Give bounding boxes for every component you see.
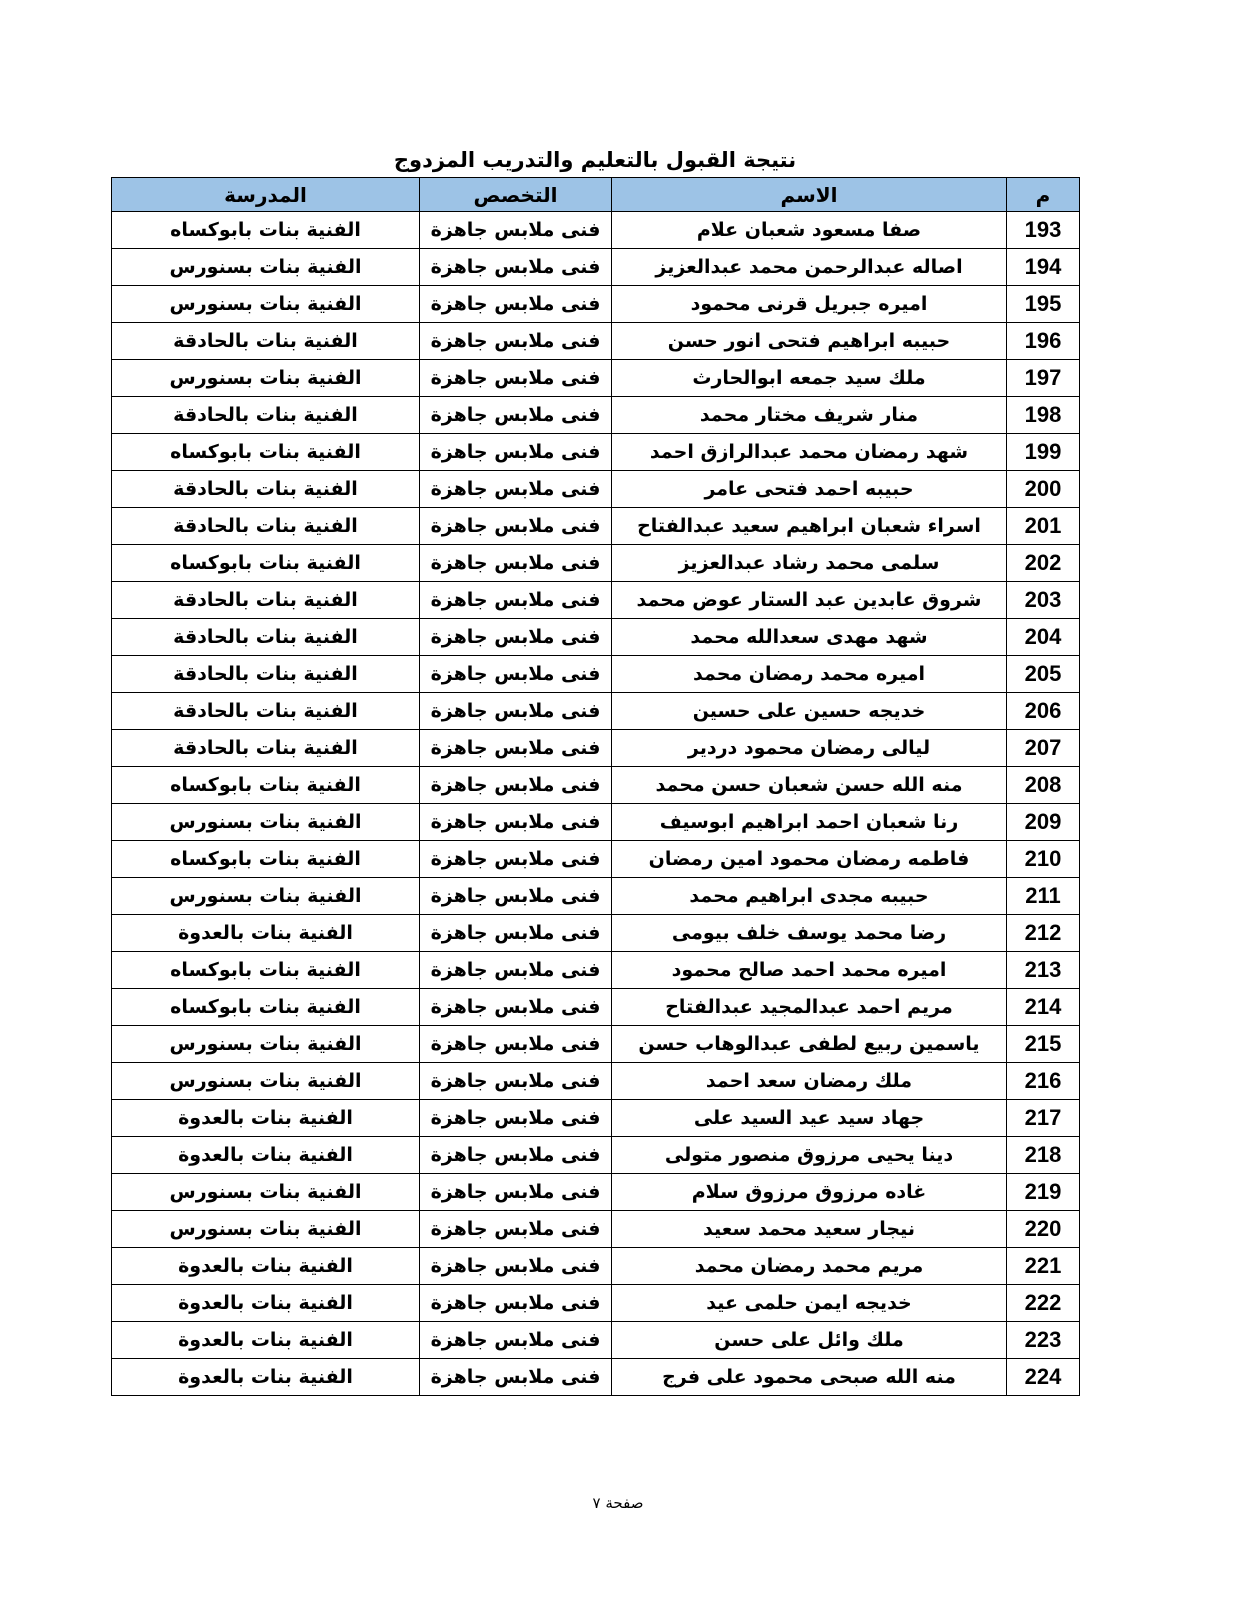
specialization-cell: فنى ملابس جاهزة [420, 508, 612, 545]
row-number-cell: 196 [1007, 323, 1080, 360]
specialization-cell: فنى ملابس جاهزة [420, 212, 612, 249]
row-number-cell: 207 [1007, 730, 1080, 767]
column-header-name: الاسم [612, 178, 1007, 212]
row-number-cell: 220 [1007, 1211, 1080, 1248]
column-header-school: المدرسة [112, 178, 420, 212]
specialization-cell: فنى ملابس جاهزة [420, 471, 612, 508]
student-name-cell: ملك سيد جمعه ابوالحارث [612, 360, 1007, 397]
table-row [112, 397, 1080, 434]
student-name-cell: دينا يحيى مرزوق منصور متولى [612, 1137, 1007, 1174]
school-name-cell: الفنية بنات بالحادقة [112, 508, 420, 545]
table-body [112, 212, 1080, 1396]
row-number-cell: 223 [1007, 1322, 1080, 1359]
row-number-cell: 210 [1007, 841, 1080, 878]
specialization-cell: فنى ملابس جاهزة [420, 693, 612, 730]
row-number-cell: 205 [1007, 656, 1080, 693]
table-row [112, 1174, 1080, 1211]
document-title: نتيجة القبول بالتعليم والتدريب المزدوج [393, 148, 797, 172]
table-row [112, 360, 1080, 397]
school-name-cell: الفنية بنات بالحادقة [112, 730, 420, 767]
table-row [112, 619, 1080, 656]
specialization-cell: فنى ملابس جاهزة [420, 360, 612, 397]
student-name-cell: اميره محمد احمد صالح محمود [612, 952, 1007, 989]
student-name-cell: حبيبه احمد فتحى عامر [612, 471, 1007, 508]
row-number-cell: 193 [1007, 212, 1080, 249]
row-number-cell: 215 [1007, 1026, 1080, 1063]
table-row [112, 1063, 1080, 1100]
student-name-cell: اصاله عبدالرحمن محمد عبدالعزيز [612, 249, 1007, 286]
student-name-cell: ليالى رمضان محمود دردير [612, 730, 1007, 767]
school-name-cell: الفنية بنات بابوكساه [112, 841, 420, 878]
school-name-cell: الفنية بنات بسنورس [112, 286, 420, 323]
school-name-cell: الفنية بنات بسنورس [112, 804, 420, 841]
student-name-cell: شهد مهدى سعدالله محمد [612, 619, 1007, 656]
school-name-cell: الفنية بنات بسنورس [112, 1026, 420, 1063]
student-name-cell: مريم محمد رمضان محمد [612, 1248, 1007, 1285]
table-row [112, 286, 1080, 323]
student-name-cell: رضا محمد يوسف خلف بيومى [612, 915, 1007, 952]
specialization-cell: فنى ملابس جاهزة [420, 1026, 612, 1063]
specialization-cell: فنى ملابس جاهزة [420, 1359, 612, 1396]
row-number-cell: 201 [1007, 508, 1080, 545]
row-number-cell: 218 [1007, 1137, 1080, 1174]
school-name-cell: الفنية بنات بسنورس [112, 878, 420, 915]
student-name-cell: نيجار سعيد محمد سعيد [612, 1211, 1007, 1248]
student-name-cell: اميره جبريل قرنى محمود [612, 286, 1007, 323]
column-header-number: م [1007, 178, 1080, 212]
table-row [112, 212, 1080, 249]
row-number-cell: 216 [1007, 1063, 1080, 1100]
row-number-cell: 213 [1007, 952, 1080, 989]
table-row [112, 249, 1080, 286]
row-number-cell: 208 [1007, 767, 1080, 804]
row-number-cell: 214 [1007, 989, 1080, 1026]
specialization-cell: فنى ملابس جاهزة [420, 249, 612, 286]
row-number-cell: 209 [1007, 804, 1080, 841]
specialization-cell: فنى ملابس جاهزة [420, 434, 612, 471]
table-row [112, 915, 1080, 952]
student-name-cell: ملك وائل على حسن [612, 1322, 1007, 1359]
table-row [112, 1285, 1080, 1322]
student-name-cell: مريم احمد عبدالمجيد عبدالفتاح [612, 989, 1007, 1026]
table-row [112, 1248, 1080, 1285]
specialization-cell: فنى ملابس جاهزة [420, 286, 612, 323]
specialization-cell: فنى ملابس جاهزة [420, 1211, 612, 1248]
school-name-cell: الفنية بنات بالحادقة [112, 693, 420, 730]
table-row [112, 656, 1080, 693]
table-row [112, 508, 1080, 545]
table-row [112, 804, 1080, 841]
specialization-cell: فنى ملابس جاهزة [420, 1248, 612, 1285]
table-row [112, 1026, 1080, 1063]
specialization-cell: فنى ملابس جاهزة [420, 841, 612, 878]
admission-results-table [111, 177, 1080, 1396]
school-name-cell: الفنية بنات بسنورس [112, 1211, 420, 1248]
school-name-cell: الفنية بنات بالحادقة [112, 619, 420, 656]
student-name-cell: خديجه حسين على حسين [612, 693, 1007, 730]
student-name-cell: فاطمه رمضان محمود امين رمضان [612, 841, 1007, 878]
row-number-cell: 203 [1007, 582, 1080, 619]
specialization-cell: فنى ملابس جاهزة [420, 545, 612, 582]
table-row [112, 952, 1080, 989]
table-row [112, 767, 1080, 804]
specialization-cell: فنى ملابس جاهزة [420, 397, 612, 434]
student-name-cell: ياسمين ربيع لطفى عبدالوهاب حسن [612, 1026, 1007, 1063]
student-name-cell: منه الله حسن شعبان حسن محمد [612, 767, 1007, 804]
school-name-cell: الفنية بنات بابوكساه [112, 989, 420, 1026]
specialization-cell: فنى ملابس جاهزة [420, 323, 612, 360]
school-name-cell: الفنية بنات بسنورس [112, 360, 420, 397]
row-number-cell: 212 [1007, 915, 1080, 952]
school-name-cell: الفنية بنات بالعدوة [112, 1248, 420, 1285]
school-name-cell: الفنية بنات بسنورس [112, 1063, 420, 1100]
school-name-cell: الفنية بنات بالحادقة [112, 582, 420, 619]
row-number-cell: 199 [1007, 434, 1080, 471]
row-number-cell: 217 [1007, 1100, 1080, 1137]
table-row [112, 434, 1080, 471]
student-name-cell: رنا شعبان احمد ابراهيم ابوسيف [612, 804, 1007, 841]
student-name-cell: اسراء شعبان ابراهيم سعيد عبدالفتاح [612, 508, 1007, 545]
school-name-cell: الفنية بنات بابوكساه [112, 952, 420, 989]
student-name-cell: سلمى محمد رشاد عبدالعزيز [612, 545, 1007, 582]
student-name-cell: شروق عابدين عبد الستار عوض محمد [612, 582, 1007, 619]
specialization-cell: فنى ملابس جاهزة [420, 804, 612, 841]
student-name-cell: غاده مرزوق مرزوق سلام [612, 1174, 1007, 1211]
table-row [112, 841, 1080, 878]
school-name-cell: الفنية بنات بابوكساه [112, 212, 420, 249]
page-number: صفحة ٧ [592, 1494, 644, 1512]
school-name-cell: الفنية بنات بالحادقة [112, 397, 420, 434]
specialization-cell: فنى ملابس جاهزة [420, 915, 612, 952]
student-name-cell: خديجه ايمن حلمى عيد [612, 1285, 1007, 1322]
table-row [112, 878, 1080, 915]
table-row [112, 989, 1080, 1026]
row-number-cell: 195 [1007, 286, 1080, 323]
column-header-specialization: التخصص [420, 178, 612, 212]
specialization-cell: فنى ملابس جاهزة [420, 1137, 612, 1174]
school-name-cell: الفنية بنات بسنورس [112, 1174, 420, 1211]
table-row [112, 1359, 1080, 1396]
school-name-cell: الفنية بنات بابوكساه [112, 434, 420, 471]
table-row [112, 1322, 1080, 1359]
student-name-cell: منار شريف مختار محمد [612, 397, 1007, 434]
row-number-cell: 211 [1007, 878, 1080, 915]
row-number-cell: 200 [1007, 471, 1080, 508]
specialization-cell: فنى ملابس جاهزة [420, 989, 612, 1026]
student-name-cell: حبيبه ابراهيم فتحى انور حسن [612, 323, 1007, 360]
school-name-cell: الفنية بنات بالعدوة [112, 1137, 420, 1174]
table-row [112, 730, 1080, 767]
row-number-cell: 222 [1007, 1285, 1080, 1322]
student-name-cell: جهاد سيد عيد السيد على [612, 1100, 1007, 1137]
school-name-cell: الفنية بنات بالعدوة [112, 1322, 420, 1359]
student-name-cell: منه الله صبحى محمود على فرج [612, 1359, 1007, 1396]
row-number-cell: 198 [1007, 397, 1080, 434]
school-name-cell: الفنية بنات بالعدوة [112, 1285, 420, 1322]
specialization-cell: فنى ملابس جاهزة [420, 878, 612, 915]
specialization-cell: فنى ملابس جاهزة [420, 1285, 612, 1322]
school-name-cell: الفنية بنات بالعدوة [112, 1100, 420, 1137]
table-row [112, 1100, 1080, 1137]
row-number-cell: 204 [1007, 619, 1080, 656]
row-number-cell: 197 [1007, 360, 1080, 397]
table-row [112, 471, 1080, 508]
table-row [112, 323, 1080, 360]
student-name-cell: اميره محمد رمضان محمد [612, 656, 1007, 693]
row-number-cell: 224 [1007, 1359, 1080, 1396]
table-header-row [112, 178, 1080, 212]
row-number-cell: 206 [1007, 693, 1080, 730]
specialization-cell: فنى ملابس جاهزة [420, 730, 612, 767]
specialization-cell: فنى ملابس جاهزة [420, 1322, 612, 1359]
school-name-cell: الفنية بنات بابوكساه [112, 767, 420, 804]
student-name-cell: شهد رمضان محمد عبدالرازق احمد [612, 434, 1007, 471]
specialization-cell: فنى ملابس جاهزة [420, 767, 612, 804]
row-number-cell: 221 [1007, 1248, 1080, 1285]
school-name-cell: الفنية بنات بالعدوة [112, 1359, 420, 1396]
specialization-cell: فنى ملابس جاهزة [420, 1063, 612, 1100]
specialization-cell: فنى ملابس جاهزة [420, 952, 612, 989]
specialization-cell: فنى ملابس جاهزة [420, 656, 612, 693]
student-name-cell: صفا مسعود شعبان علام [612, 212, 1007, 249]
table-row [112, 1211, 1080, 1248]
specialization-cell: فنى ملابس جاهزة [420, 619, 612, 656]
student-name-cell: ملك رمضان سعد احمد [612, 1063, 1007, 1100]
specialization-cell: فنى ملابس جاهزة [420, 1174, 612, 1211]
specialization-cell: فنى ملابس جاهزة [420, 582, 612, 619]
table-row [112, 1137, 1080, 1174]
school-name-cell: الفنية بنات بسنورس [112, 249, 420, 286]
school-name-cell: الفنية بنات بالحادقة [112, 471, 420, 508]
school-name-cell: الفنية بنات بالحادقة [112, 323, 420, 360]
row-number-cell: 202 [1007, 545, 1080, 582]
school-name-cell: الفنية بنات بابوكساه [112, 545, 420, 582]
table-row [112, 582, 1080, 619]
school-name-cell: الفنية بنات بالعدوة [112, 915, 420, 952]
student-name-cell: حبيبه مجدى ابراهيم محمد [612, 878, 1007, 915]
table-row [112, 545, 1080, 582]
specialization-cell: فنى ملابس جاهزة [420, 1100, 612, 1137]
school-name-cell: الفنية بنات بالحادقة [112, 656, 420, 693]
row-number-cell: 194 [1007, 249, 1080, 286]
row-number-cell: 219 [1007, 1174, 1080, 1211]
table-row [112, 693, 1080, 730]
